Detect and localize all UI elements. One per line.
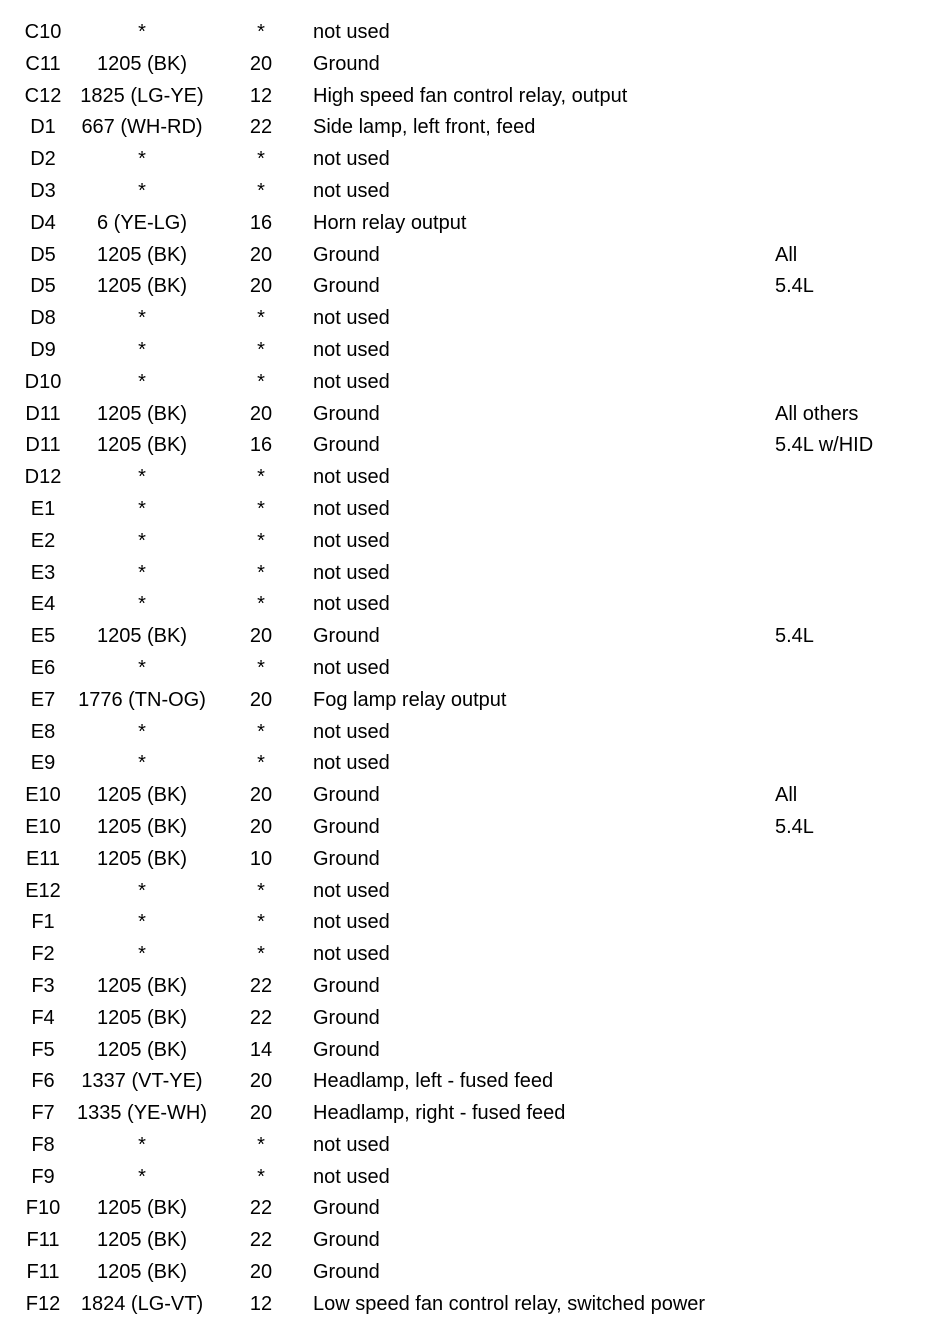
gauge-cell: * <box>257 21 265 43</box>
pin-cell: E7 <box>30 688 56 711</box>
table-row <box>0 112 928 144</box>
gauge-cell: 20 <box>249 1070 273 1093</box>
table-row <box>0 1098 928 1130</box>
gauge-cell: * <box>257 1133 265 1156</box>
pin-cell: F3 <box>31 974 55 997</box>
function-cell: Ground <box>313 52 380 75</box>
function-cell: Ground <box>313 1261 380 1284</box>
function-cell: not used <box>313 1133 390 1156</box>
function-cell: Ground <box>313 974 380 997</box>
function-cell: not used <box>313 752 390 775</box>
table-row <box>0 208 928 240</box>
pin-cell: F11 <box>26 1261 60 1284</box>
table-row <box>0 303 928 335</box>
function-cell: not used <box>313 593 390 616</box>
pin-cell: F2 <box>31 943 55 966</box>
pin-cell: F10 <box>25 1197 61 1220</box>
circuit-cell: * <box>138 1133 146 1156</box>
circuit-cell: * <box>138 370 146 393</box>
function-cell: Ground <box>313 1229 380 1252</box>
table-row <box>0 430 928 462</box>
table-row <box>0 971 928 1003</box>
function-cell: Low speed fan control relay, switched power <box>313 1292 706 1315</box>
function-cell: not used <box>313 466 390 489</box>
gauge-cell: * <box>257 179 265 202</box>
circuit-cell: 1205 (BK) <box>96 847 188 870</box>
circuit-cell: * <box>138 943 146 966</box>
function-cell: not used <box>313 370 390 393</box>
table-row <box>0 1193 928 1225</box>
circuit-cell: 1337 (VT-YE) <box>81 1070 203 1093</box>
table-row <box>0 335 928 367</box>
pin-cell: F5 <box>31 1038 55 1061</box>
pin-cell: D11 <box>25 402 61 425</box>
circuit-cell: 1335 (YE-WH) <box>76 1102 208 1125</box>
pin-cell: F6 <box>31 1070 55 1093</box>
gauge-cell: 22 <box>249 1006 273 1029</box>
connector-pinout-table <box>0 17 928 1321</box>
function-cell: not used <box>313 1165 390 1188</box>
pin-cell: E11 <box>25 847 61 870</box>
circuit-cell: 1205 (BK) <box>96 275 188 298</box>
table-row <box>0 748 928 780</box>
circuit-cell: * <box>138 1165 146 1188</box>
circuit-cell: 1205 (BK) <box>96 1261 188 1284</box>
pin-cell: D8 <box>30 307 56 330</box>
gauge-cell: 14 <box>249 1038 273 1061</box>
circuit-cell: * <box>138 307 146 330</box>
circuit-cell: 1825 (LG-YE) <box>80 84 204 107</box>
circuit-cell: 1205 (BK) <box>96 402 188 425</box>
gauge-cell: 16 <box>249 211 273 234</box>
circuit-cell: * <box>138 561 146 584</box>
function-cell: Ground <box>313 784 380 807</box>
pin-cell: D5 <box>30 275 56 298</box>
function-cell: Ground <box>313 1006 380 1029</box>
gauge-cell: 20 <box>249 243 273 266</box>
function-cell: not used <box>313 656 390 679</box>
circuit-cell: 1205 (BK) <box>96 243 188 266</box>
note-cell: 5.4L <box>775 815 814 838</box>
circuit-cell: 6 (YE-LG) <box>96 211 188 234</box>
gauge-cell: 22 <box>249 1229 273 1252</box>
table-row <box>0 653 928 685</box>
note-cell: All <box>775 243 798 266</box>
pin-cell: D10 <box>24 370 62 393</box>
gauge-cell: 20 <box>249 402 273 425</box>
function-cell: not used <box>313 529 390 552</box>
gauge-cell: * <box>257 466 265 489</box>
note-cell: 5.4L <box>775 275 814 298</box>
function-cell: not used <box>313 879 390 902</box>
table-row <box>0 1130 928 1162</box>
gauge-cell: * <box>257 307 265 330</box>
circuit-cell: 1205 (BK) <box>96 625 188 648</box>
table-row <box>0 367 928 399</box>
gauge-cell: * <box>257 911 265 934</box>
function-cell: Ground <box>313 402 380 425</box>
function-cell: not used <box>313 148 390 171</box>
circuit-cell: 1205 (BK) <box>96 815 188 838</box>
function-cell: Horn relay output <box>313 211 467 234</box>
pin-cell: D11 <box>25 434 61 457</box>
circuit-cell: * <box>138 593 146 616</box>
circuit-cell: 1205 (BK) <box>96 974 188 997</box>
gauge-cell: 16 <box>249 434 273 457</box>
table-row <box>0 876 928 908</box>
pin-cell: F1 <box>31 911 55 934</box>
table-row <box>0 399 928 431</box>
function-cell: not used <box>313 943 390 966</box>
table-row <box>0 144 928 176</box>
table-row <box>0 1035 928 1067</box>
pin-cell: D5 <box>30 243 56 266</box>
pin-cell: D3 <box>30 179 56 202</box>
gauge-cell: * <box>257 497 265 520</box>
gauge-cell: 20 <box>249 275 273 298</box>
function-cell: not used <box>313 497 390 520</box>
gauge-cell: * <box>257 656 265 679</box>
pin-cell: D1 <box>30 116 56 139</box>
function-cell: not used <box>313 307 390 330</box>
table-row <box>0 1003 928 1035</box>
circuit-cell: 1205 (BK) <box>96 1006 188 1029</box>
circuit-cell: * <box>138 497 146 520</box>
table-row <box>0 939 928 971</box>
gauge-cell: * <box>257 879 265 902</box>
circuit-cell: 1205 (BK) <box>96 1229 188 1252</box>
gauge-cell: 22 <box>249 974 273 997</box>
pin-cell: E12 <box>25 879 61 902</box>
table-row <box>0 494 928 526</box>
pin-cell: F11 <box>26 1229 60 1252</box>
table-row <box>0 17 928 49</box>
pin-cell: D2 <box>30 148 56 171</box>
table-row <box>0 907 928 939</box>
note-cell: All others <box>775 402 859 425</box>
gauge-cell: * <box>257 370 265 393</box>
pin-cell: F12 <box>25 1292 61 1315</box>
circuit-cell: * <box>138 466 146 489</box>
table-row <box>0 1257 928 1289</box>
function-cell: Ground <box>313 1197 380 1220</box>
gauge-cell: 12 <box>249 1292 273 1315</box>
function-cell: Ground <box>313 243 380 266</box>
table-row <box>0 780 928 812</box>
function-cell: not used <box>313 179 390 202</box>
gauge-cell: * <box>257 752 265 775</box>
table-row <box>0 462 928 494</box>
gauge-cell: 20 <box>249 784 273 807</box>
table-row <box>0 1289 928 1321</box>
circuit-cell: * <box>138 879 146 902</box>
pin-cell: E6 <box>30 656 56 679</box>
circuit-cell: * <box>138 148 146 171</box>
pin-cell: F8 <box>31 1133 55 1156</box>
gauge-cell: 20 <box>249 815 273 838</box>
table-row <box>0 717 928 749</box>
function-cell: High speed fan control relay, output <box>313 84 628 107</box>
circuit-cell: 1205 (BK) <box>96 1038 188 1061</box>
gauge-cell: 12 <box>249 84 273 107</box>
gauge-cell: * <box>257 593 265 616</box>
pin-cell: F9 <box>31 1165 55 1188</box>
gauge-cell: 20 <box>249 1261 273 1284</box>
circuit-cell: * <box>138 179 146 202</box>
note-cell: 5.4L w/HID <box>775 434 874 457</box>
table-row <box>0 621 928 653</box>
gauge-cell: 20 <box>249 1102 273 1125</box>
function-cell: not used <box>313 561 390 584</box>
circuit-cell: 1776 (TN-OG) <box>78 688 206 711</box>
circuit-cell: * <box>138 911 146 934</box>
gauge-cell: * <box>257 720 265 743</box>
gauge-cell: 20 <box>249 688 273 711</box>
function-cell: not used <box>313 911 390 934</box>
pin-cell: D12 <box>24 466 62 489</box>
circuit-cell: 667 (WH-RD) <box>81 116 203 139</box>
circuit-cell: * <box>138 529 146 552</box>
pin-cell: E9 <box>30 752 56 775</box>
function-cell: Ground <box>313 434 380 457</box>
function-cell: Fog lamp relay output <box>313 688 507 711</box>
table-row <box>0 685 928 717</box>
table-row <box>0 812 928 844</box>
function-cell: Headlamp, right - fused feed <box>313 1102 566 1125</box>
circuit-cell: 1205 (BK) <box>96 1197 188 1220</box>
pin-cell: D4 <box>30 211 56 234</box>
table-row <box>0 558 928 590</box>
table-row <box>0 526 928 558</box>
circuit-cell: 1824 (LG-VT) <box>80 1292 204 1315</box>
pin-cell: E1 <box>30 497 56 520</box>
circuit-cell: * <box>138 656 146 679</box>
table-row <box>0 49 928 81</box>
pin-cell: E2 <box>30 529 56 552</box>
function-cell: Ground <box>313 847 380 870</box>
gauge-cell: 22 <box>249 116 273 139</box>
gauge-cell: 20 <box>249 625 273 648</box>
gauge-cell: * <box>257 338 265 361</box>
pin-cell: E5 <box>30 625 56 648</box>
function-cell: Headlamp, left - fused feed <box>313 1070 554 1093</box>
pin-cell: C11 <box>25 52 61 75</box>
table-row <box>0 1225 928 1257</box>
circuit-cell: 1205 (BK) <box>96 784 188 807</box>
table-row <box>0 1066 928 1098</box>
gauge-cell: 20 <box>249 52 273 75</box>
gauge-cell: * <box>257 943 265 966</box>
table-row <box>0 240 928 272</box>
gauge-cell: * <box>257 561 265 584</box>
pin-cell: E8 <box>30 720 56 743</box>
gauge-cell: 22 <box>249 1197 273 1220</box>
pin-cell: F7 <box>31 1102 55 1125</box>
function-cell: Ground <box>313 815 380 838</box>
circuit-cell: * <box>138 21 146 43</box>
pin-cell: F4 <box>31 1006 55 1029</box>
table-row <box>0 271 928 303</box>
function-cell: Ground <box>313 275 380 298</box>
function-cell: not used <box>313 338 390 361</box>
note-cell: 5.4L <box>775 625 814 648</box>
pin-cell: E4 <box>30 593 56 616</box>
table-row <box>0 81 928 113</box>
gauge-cell: * <box>257 1165 265 1188</box>
function-cell: not used <box>313 720 390 743</box>
gauge-cell: * <box>257 148 265 171</box>
function-cell: not used <box>313 21 390 43</box>
function-cell: Side lamp, left front, feed <box>313 116 536 139</box>
function-cell: Ground <box>313 1038 380 1061</box>
pin-cell: C10 <box>24 21 62 43</box>
pin-cell: E3 <box>30 561 56 584</box>
circuit-cell: * <box>138 720 146 743</box>
circuit-cell: 1205 (BK) <box>96 434 188 457</box>
pin-cell: E10 <box>25 815 61 838</box>
pin-cell: D9 <box>30 338 56 361</box>
gauge-cell: 10 <box>249 847 273 870</box>
note-cell: All <box>775 784 798 807</box>
circuit-cell: * <box>138 338 146 361</box>
pin-cell: E10 <box>25 784 61 807</box>
table-row <box>0 589 928 621</box>
pin-cell: C12 <box>24 84 62 107</box>
function-cell: Ground <box>313 625 380 648</box>
table-row <box>0 844 928 876</box>
circuit-cell: 1205 (BK) <box>96 52 188 75</box>
table-row <box>0 176 928 208</box>
table-row <box>0 1162 928 1194</box>
gauge-cell: * <box>257 529 265 552</box>
circuit-cell: * <box>138 752 146 775</box>
